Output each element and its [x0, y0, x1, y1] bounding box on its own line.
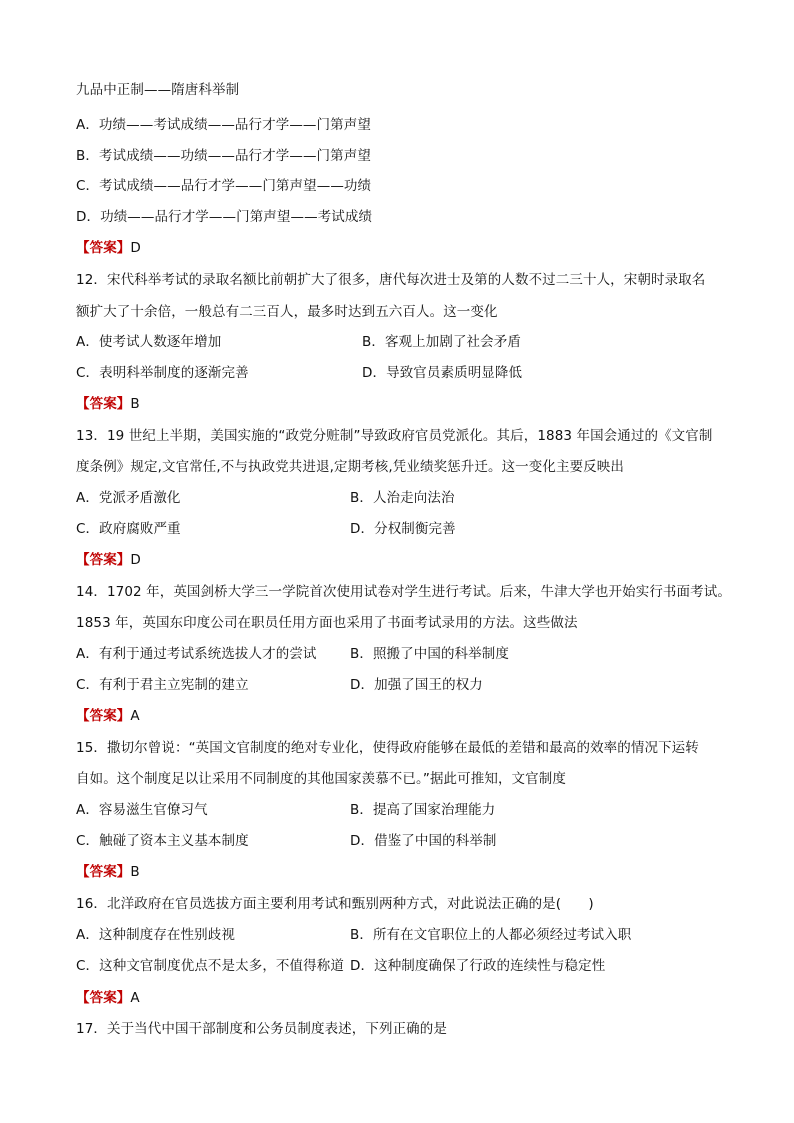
- q15-stem-line-1: 15．撒切尔曾说：“英国文官制度的绝对专业化，使得政府能够在最低的差错和最高的效率的情况下运转: [76, 740, 699, 756]
- answer-value: B: [130, 864, 140, 880]
- q13-stem-line-1: 13．19 世纪上半期，美国实施的“政党分赃制”导致政府官员党派化。其后，1883 年国会通过的《文官制: [76, 428, 713, 444]
- answer-label: 【答案】: [76, 708, 131, 724]
- q14-option-b: B．照搬了中国的科举制度: [350, 646, 509, 662]
- answer-value: A: [130, 708, 140, 724]
- q16-option-a: A．这种制度存在性别歧视: [76, 927, 235, 943]
- q12-option-a: A．使考试人数逐年增加: [76, 334, 222, 350]
- q12-option-b: B．客观上加剧了社会矛盾: [362, 334, 521, 350]
- q14-option-d: D．加强了国王的权力: [350, 677, 483, 693]
- q14-answer: [76, 706, 140, 726]
- q14-stem-line-2: 1853 年，英国东印度公司在职员任用方面也采用了书面考试录用的方法。这些做法: [76, 615, 578, 631]
- q14-stem-line-1: 14．1702 年，英国剑桥大学三一学院首次使用试卷对学生进行考试。后来，牛津大学也开始实行书面考试。: [76, 584, 731, 600]
- q13-stem-line-2: 度条例》规定,文官常任,不与执政党共进退,定期考核,凭业绩奖惩升迁。这一变化主要反映出: [76, 459, 624, 475]
- q15-answer: [76, 862, 140, 882]
- q15-stem-line-2: 自如。这个制度足以让采用不同制度的其他国家羡慕不已。”据此可推知，文官制度: [76, 771, 566, 787]
- q13-option-c: C．政府腐败严重: [76, 521, 181, 537]
- q15-option-b: B．提高了国家治理能力: [350, 802, 496, 818]
- q15-option-d: D．借鉴了中国的科举制: [350, 833, 497, 849]
- q16-option-c: C．这种文官制度优点不是太多，不值得称道: [76, 958, 344, 974]
- q15-option-c: C．触碰了资本主义基本制度: [76, 833, 249, 849]
- q15-option-a: A．容易滋生官僚习气: [76, 802, 208, 818]
- answer-label: 【答案】: [76, 990, 131, 1006]
- q16-option-b: B．所有在文官职位上的人都必须经过考试入职: [350, 927, 632, 943]
- answer-value: A: [130, 990, 140, 1006]
- answer-value: D: [130, 240, 141, 256]
- q16-answer: [76, 988, 140, 1008]
- q12-option-c: C．表明科举制度的逐渐完善: [76, 365, 249, 381]
- q11-option-c: C．考试成绩——品行才学——门第声望——功绩: [76, 178, 372, 194]
- q12-stem-line-1: 12．宋代科举考试的录取名额比前朝扩大了很多，唐代每次进士及第的人数不过二三十人，宋朝时录取名: [76, 272, 706, 288]
- lead-line: 九品中正制——隋唐科举制: [76, 82, 240, 98]
- q11-option-b: B．考试成绩——功绩——品行才学——门第声望: [76, 148, 371, 164]
- q14-option-c: C．有利于君主立宪制的建立: [76, 677, 249, 693]
- q17-stem: 17．关于当代中国干部制度和公务员制度表述，下列正确的是: [76, 1021, 447, 1037]
- q12-option-d: D．导致官员素质明显降低: [362, 365, 523, 381]
- q16-stem-line-1: 16．北洋政府在官员选拔方面主要利用考试和甄别两种方式，对此说法正确的是( ): [76, 896, 594, 912]
- q12-stem-line-2: 额扩大了十余倍，一般总有二三百人，最多时达到五六百人。这一变化: [76, 304, 498, 320]
- q11-answer: [76, 238, 141, 258]
- q11-option-a: A．功绩——考试成绩——品行才学——门第声望: [76, 117, 371, 133]
- answer-label: 【答案】: [76, 240, 131, 256]
- answer-label: 【答案】: [76, 396, 131, 412]
- q12-answer: [76, 394, 140, 414]
- q14-option-a: A．有利于通过考试系统选拔人才的尝试: [76, 646, 317, 662]
- answer-value: B: [130, 396, 140, 412]
- q11-option-d: D．功绩——品行才学——门第声望——考试成绩: [76, 209, 373, 225]
- q16-option-d: D．这种制度确保了行政的连续性与稳定性: [350, 958, 606, 974]
- q13-option-b: B．人治走向法治: [350, 490, 455, 506]
- q13-option-d: D．分权制衡完善: [350, 521, 456, 537]
- answer-label: 【答案】: [76, 864, 131, 880]
- q13-option-a: A．党派矛盾激化: [76, 490, 181, 506]
- answer-label: 【答案】: [76, 552, 131, 568]
- answer-value: D: [130, 552, 141, 568]
- q13-answer: [76, 550, 141, 570]
